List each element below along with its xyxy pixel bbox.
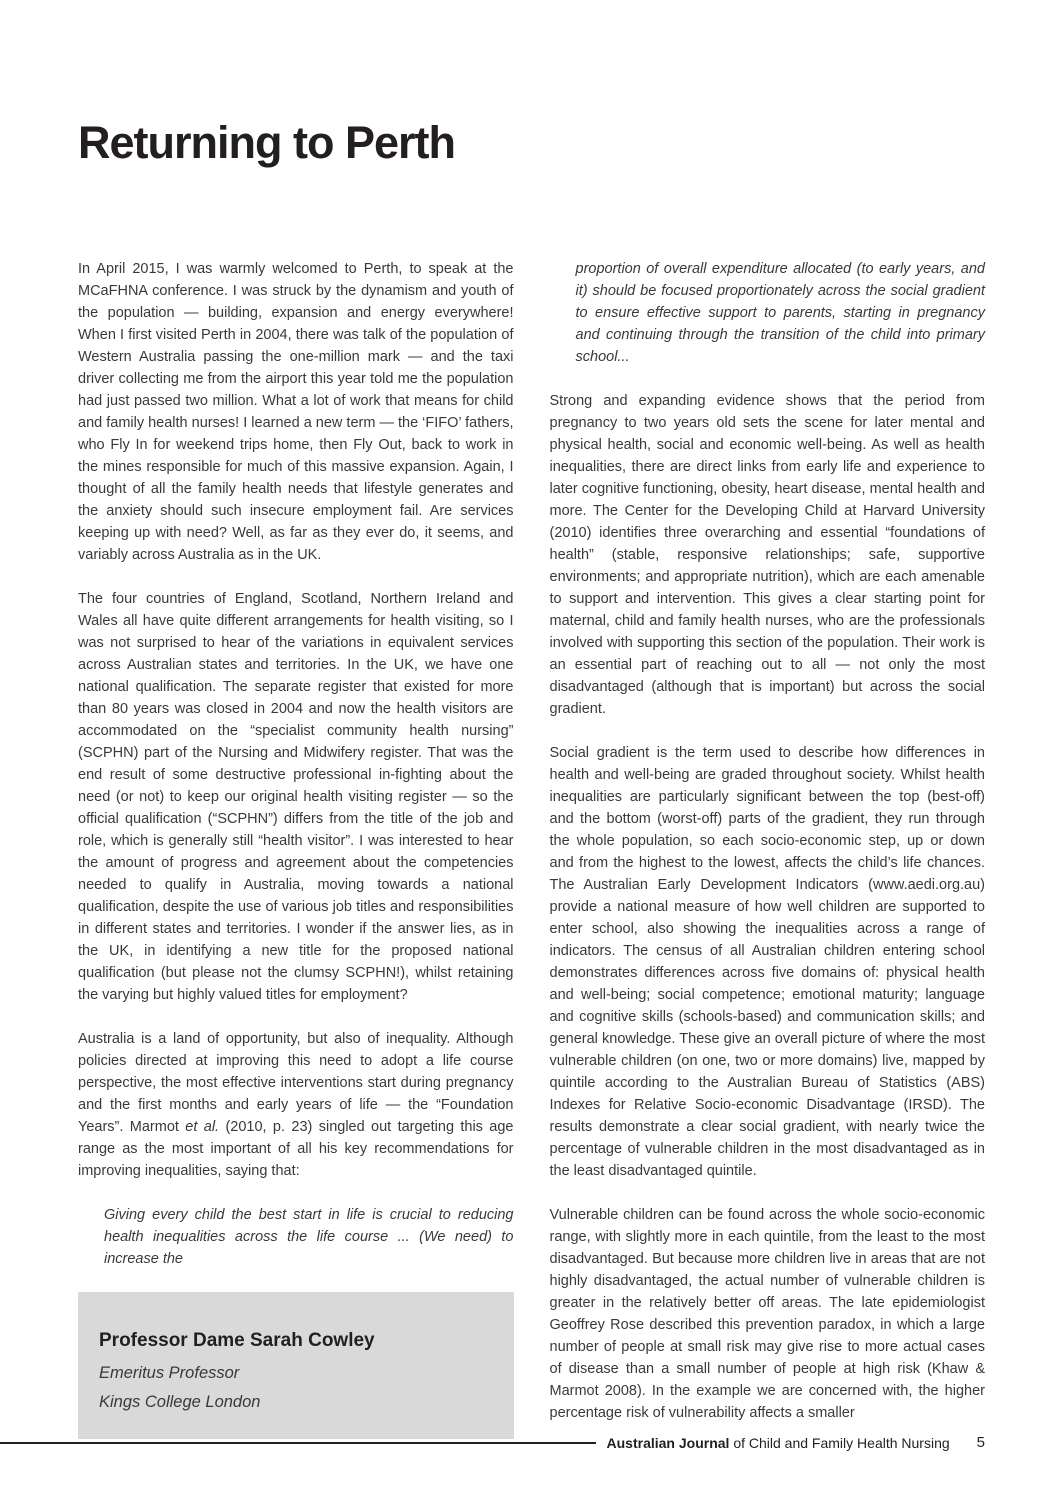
quote-paragraph: proportion of overall expenditure allocated (to early years, and it) should be focused proportionately across the social gradient to ensure effective support to parents, starting in pregnancy and continuing through the transition of the child into primary school... [575,260,985,365]
paragraph: The four countries of England, Scotland, Northern Ireland and Wales all have quite different arrangements for health visiting, so I was not surprised to hear of the variations in equivalent services across Australian states and territories. In the UK, we have one national qualification. The separate register that existed for more than 80 years was closed in 2004 and now the health visitors are accommodated on the “specialist community health nursing” (SCPHN) part of the Nursing and Midwifery register. That was the end result of some destructive professional in-fighting about the need (or not) to keep our original health visiting register — so the official qualification (“SCPHN”) differs from the title of the job and role, which is generally still “health visitor”. I was interested to hear the amount of progress and agreement about the competencies needed to qualify in Australia, moving towards a national qualification, despite the use of various job titles and responsibilities in different states and territories. I wonder if the answer lies, as in the UK, in identifying a new title for the proposed national qualification (but please not the clumsy SCPHN!), whilst retaining the varying but highly valued titles for employment? [78,590,514,1003]
two-column-layout [78,258,985,1446]
quote-paragraph: Giving every child the best start in life is crucial to reducing health inequalities across the life course ... (We need) to increase the [104,1206,514,1267]
author-role: Emeritus Professor [99,1363,240,1382]
page-number: 5 [976,1434,985,1451]
paragraph: Australia is a land of opportunity, but also of inequality. Although policies directed at improving this need to adopt a life course perspective, the most effective interventions start during pregnancy and the first months and early years of life — the “Foundation Years”. Marmot et al. (2010, p. 23) singled out targeting this age range as the most important of all his key recommendations for improving inequalities, saying that: [78,1030,514,1179]
article-title: Returning to Perth [78,117,455,168]
paragraph: Social gradient is the term used to describe how differences in health and well-being are graded throughout society. Whilst health inequalities are particularly significant between the top (best-off) and the bottom (worst-off) parts of the gradient, they run through the whole population, so each socio-economic step, up or down and from the highest to the lowest, affects the child’s life chances. The Australian Early Development Indicators (www.aedi.org.au) provide a national measure of how well children are supported to enter school, also showing the inequalities across a range of indicators. The census of all Australian children entering school demonstrates differences across five domains of: physical health and well-being; social competence; emotional maturity; language and cognitive skills (schools-based) and communication skills; and general knowledge. These give an overall picture of where the most vulnerable children (on one, two or more domains) live, mapped by quintile according to the Australian Bureau of Statistics (ABS) Indexes for Relative Socio-economic Disadvantage (IRSD). The results demonstrate a clear social gradient, with nearly twice the percentage of vulnerable children in the most disadvantaged as in the least disadvantaged quintile. [549,744,985,1179]
journal-name [607,1435,950,1451]
author-name: Professor Dame Sarah Cowley [99,1329,375,1351]
paragraph: Vulnerable children can be found across the whole socio-economic range, with slightly more in each quintile, from the least to the most disadvantaged. But because more children live in areas that are not highly disadvantaged, the actual number of vulnerable children is greater in the relatively better off areas. The late epidemiologist Geoffrey Rose described this prevention paradox, in which a large number of people at small risk may give rise to more actual cases of disease than a small number of people at high risk (Khaw & Marmot 2008). In the example we are concerned with, the higher percentage risk of vulnerability affects a smaller [549,1206,985,1421]
journal-name-rest: of Child and Family Health Nursing [729,1434,950,1451]
paragraph: Strong and expanding evidence shows that the period from pregnancy to two years old sets the scene for later mental and physical health, social and economic well-being. As well as health inequalities, there are direct links from early life and experience to later cognitive functioning, obesity, heart disease, mental health and more. The Center for the Developing Child at Harvard University (2010) identifies three overarching and essential “foundations of health” (stable, responsive relationships; safe, supportive environments; and appropriate nutrition), which are each amenable to support and intervention. This gives a clear starting point for maternal, child and family health nurses, who are the professionals involved with supporting this section of the population. Their work is an essential part of reaching out to all — not only the most disadvantaged (although that is important) but across the social gradient. [549,392,985,717]
left-column [78,258,514,1446]
right-column [550,258,986,1446]
page-footer [0,1434,985,1451]
paragraph: In April 2015, I was warmly welcomed to Perth, to speak at the MCaFHNA conference. I was struck by the dynamism and youth of the population — building, expansion and energy everywhere! When I first visited Perth in 2004, there was talk of the population of Western Australia passing the one-million mark — and the taxi driver collecting me from the airport this year told me the population had just passed two million. What a lot of work that means for child and family health nurses! I learned a new term — the ‘FIFO’ fathers, who Fly In for weekend trips home, then Fly Out, back to work in the mines responsible for much of this massive expansion. Again, I thought of all the family health needs that lifestyle generates and the anxiety should such insecure employment fail. Are services keeping up with need? Well, as far as they ever do, it seems, and variably across Australia as in the UK. [78,260,514,563]
author-box [78,1292,514,1439]
journal-name-bold: Australian Journal [606,1434,730,1451]
author-affiliation: Kings College London [99,1392,261,1411]
footer-rule [0,1442,596,1444]
